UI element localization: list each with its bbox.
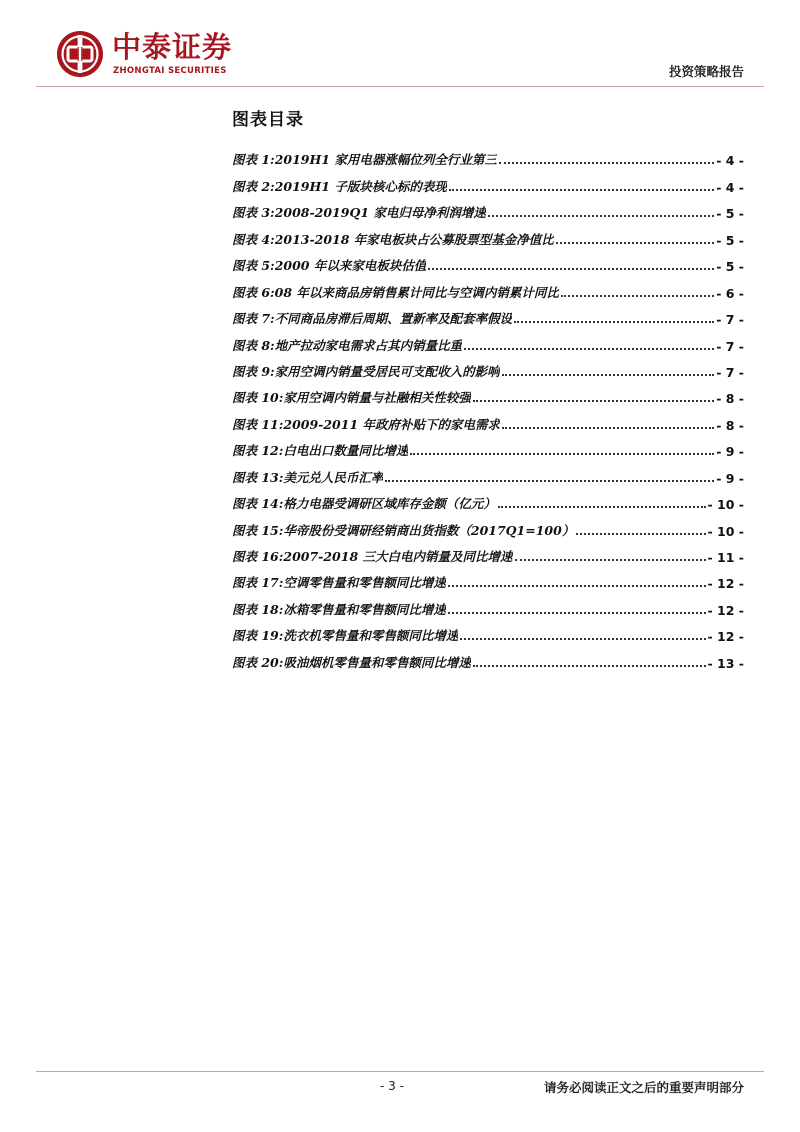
toc-item[interactable]	[232, 486, 744, 512]
toc-item-label: 图表 15:	[232, 522, 284, 538]
toc-item-page: - 7 -	[716, 338, 744, 354]
toc-leader	[448, 612, 706, 614]
toc-item-text: 2013-2018 年家电板块占公募股票型基金净值比	[274, 231, 554, 247]
toc-item-page: - 10 -	[707, 497, 744, 513]
toc-item[interactable]	[232, 354, 744, 380]
toc-list	[232, 142, 744, 671]
toc-item-page: - 8 -	[716, 417, 744, 433]
toc-item-label: 图表 1:	[232, 152, 275, 168]
report-type: 投资策略报告	[668, 64, 744, 79]
toc-item-label: 图表 4:	[232, 231, 275, 247]
toc-item-text: 2019H1 家用电器涨幅位列全行业第三	[274, 152, 497, 168]
toc-item-label: 图表 9:	[232, 363, 275, 379]
toc-leader	[514, 321, 714, 323]
toc-leader	[498, 506, 706, 508]
footer-divider	[36, 1071, 764, 1072]
toc-item-page: - 5 -	[716, 259, 744, 275]
logo-chinese-name: 中泰证券	[112, 30, 233, 64]
toc-item-text: 不同商品房滞后周期、置新率及配套率假设	[274, 311, 513, 327]
toc-leader	[460, 638, 705, 640]
toc-item[interactable]	[232, 327, 744, 353]
toc-item-label: 图表 13:	[232, 469, 284, 485]
footer-disclaimer: 请务必阅读正文之后的重要声明部分	[543, 1080, 744, 1095]
toc-item[interactable]	[232, 221, 744, 247]
toc-item[interactable]	[232, 406, 744, 432]
toc-leader	[464, 348, 714, 350]
toc-item[interactable]	[232, 380, 744, 406]
toc-item-page: - 8 -	[716, 391, 744, 407]
toc-item-text: 白电出口数量同比增速	[283, 443, 409, 459]
toc-item-page: - 4 -	[716, 153, 744, 169]
toc-item[interactable]	[232, 539, 744, 565]
toc-item[interactable]	[232, 565, 744, 591]
toc-leader	[428, 268, 714, 270]
toc-leader	[473, 400, 714, 402]
toc-item[interactable]	[232, 591, 744, 617]
toc-item-text: 吸油烟机零售量和零售额同比增速	[283, 654, 471, 670]
toc-title: 图表目录	[232, 110, 304, 130]
toc-item-text: 空调零售量和零售额同比增速	[283, 575, 446, 591]
toc-leader	[499, 162, 714, 164]
toc-item-page: - 12 -	[707, 576, 744, 592]
zhongtai-logo-icon	[55, 29, 105, 79]
toc-leader	[561, 295, 714, 297]
toc-item-text: 2009-2011 年政府补贴下的家电需求	[283, 416, 500, 432]
toc-leader	[473, 665, 706, 667]
toc-item[interactable]	[232, 142, 744, 168]
toc-item-label: 图表 12:	[232, 443, 284, 459]
toc-item-label: 图表 18:	[232, 601, 284, 617]
toc-item-page: - 5 -	[716, 206, 744, 222]
toc-item-label: 图表 5:	[232, 258, 275, 274]
toc-item-label: 图表 11:	[232, 416, 284, 432]
toc-item[interactable]	[232, 248, 744, 274]
toc-leader	[515, 559, 706, 561]
toc-item-page: - 4 -	[716, 179, 744, 195]
toc-item-label: 图表 3:	[232, 205, 275, 221]
toc-item-text: 2000 年以来家电板块估值	[274, 258, 427, 274]
toc-item-label: 图表 14:	[232, 496, 284, 512]
toc-item[interactable]	[232, 195, 744, 221]
toc-item-label: 图表 2:	[232, 178, 275, 194]
toc-item-page: - 6 -	[716, 285, 744, 301]
toc-item[interactable]	[232, 512, 744, 538]
toc-item-label: 图表 19:	[232, 628, 284, 644]
toc-item[interactable]	[232, 168, 744, 194]
toc-leader	[502, 374, 715, 376]
toc-leader	[385, 480, 714, 482]
toc-item-page: - 12 -	[707, 602, 744, 618]
toc-leader	[556, 242, 714, 244]
toc-leader	[502, 427, 714, 429]
toc-item-text: 地产拉动家电需求占其内销量比重	[274, 337, 463, 353]
toc-item-page: - 9 -	[716, 444, 744, 460]
toc-leader	[410, 453, 714, 455]
toc-item[interactable]	[232, 459, 744, 485]
toc-leader	[449, 189, 714, 191]
toc-item-label: 图表 7:	[232, 311, 275, 327]
toc-item-page: - 5 -	[716, 232, 744, 248]
toc-item-text: 2007-2018 三大白电内销量及同比增速	[283, 549, 513, 564]
toc-item[interactable]	[232, 274, 744, 300]
logo-english-name: ZHONGTAI SECURITIES	[113, 66, 227, 76]
toc-item-page: - 7 -	[716, 312, 744, 328]
toc-item-page: - 13 -	[707, 655, 744, 671]
toc-item[interactable]	[232, 618, 744, 644]
toc-item-label: 图表 20:	[232, 654, 284, 670]
toc-item-text: 冰箱零售量和零售额同比增速	[283, 601, 446, 617]
toc-item[interactable]	[232, 433, 744, 459]
toc-item[interactable]	[232, 644, 744, 670]
toc-leader	[576, 533, 705, 535]
toc-item-page: - 10 -	[707, 523, 744, 539]
toc-item-text: 美元兑人民币汇率	[283, 469, 384, 485]
toc-item-label: 图表 6:	[232, 284, 275, 300]
toc-item-text: 华帝股份受调研经销商出货指数（2017Q1=100）	[283, 522, 575, 538]
toc-item-label: 图表 16:	[232, 549, 284, 564]
toc-item-label: 图表 10:	[232, 390, 284, 406]
toc-item-text: 洗衣机零售量和零售额同比增速	[283, 628, 459, 644]
toc-item-page: - 12 -	[707, 629, 744, 645]
toc-item-text: 2008-2019Q1 家电归母净利润增速	[274, 205, 486, 221]
toc-item[interactable]	[232, 301, 744, 327]
toc-leader	[488, 215, 714, 217]
toc-leader	[448, 585, 706, 587]
toc-item-text: 08 年以来商品房销售累计同比与空调内销累计同比	[274, 284, 559, 300]
toc-item-text: 格力电器受调研区域库存金额（亿元）	[283, 496, 496, 512]
toc-item-text: 2019H1 子版块核心标的表现	[274, 178, 447, 194]
page-number: - 3 -	[380, 1079, 404, 1093]
toc-item-label: 图表 17:	[232, 575, 284, 591]
toc-item-text: 家用空调内销量受居民可支配收入的影响	[274, 363, 500, 379]
header-divider	[36, 86, 764, 87]
toc-item-page: - 11 -	[707, 550, 744, 565]
toc-item-page: - 7 -	[716, 364, 744, 380]
toc-item-label: 图表 8:	[232, 337, 275, 353]
toc-item-text: 家用空调内销量与社融相关性较强	[283, 390, 471, 406]
toc-item-page: - 9 -	[716, 470, 744, 486]
